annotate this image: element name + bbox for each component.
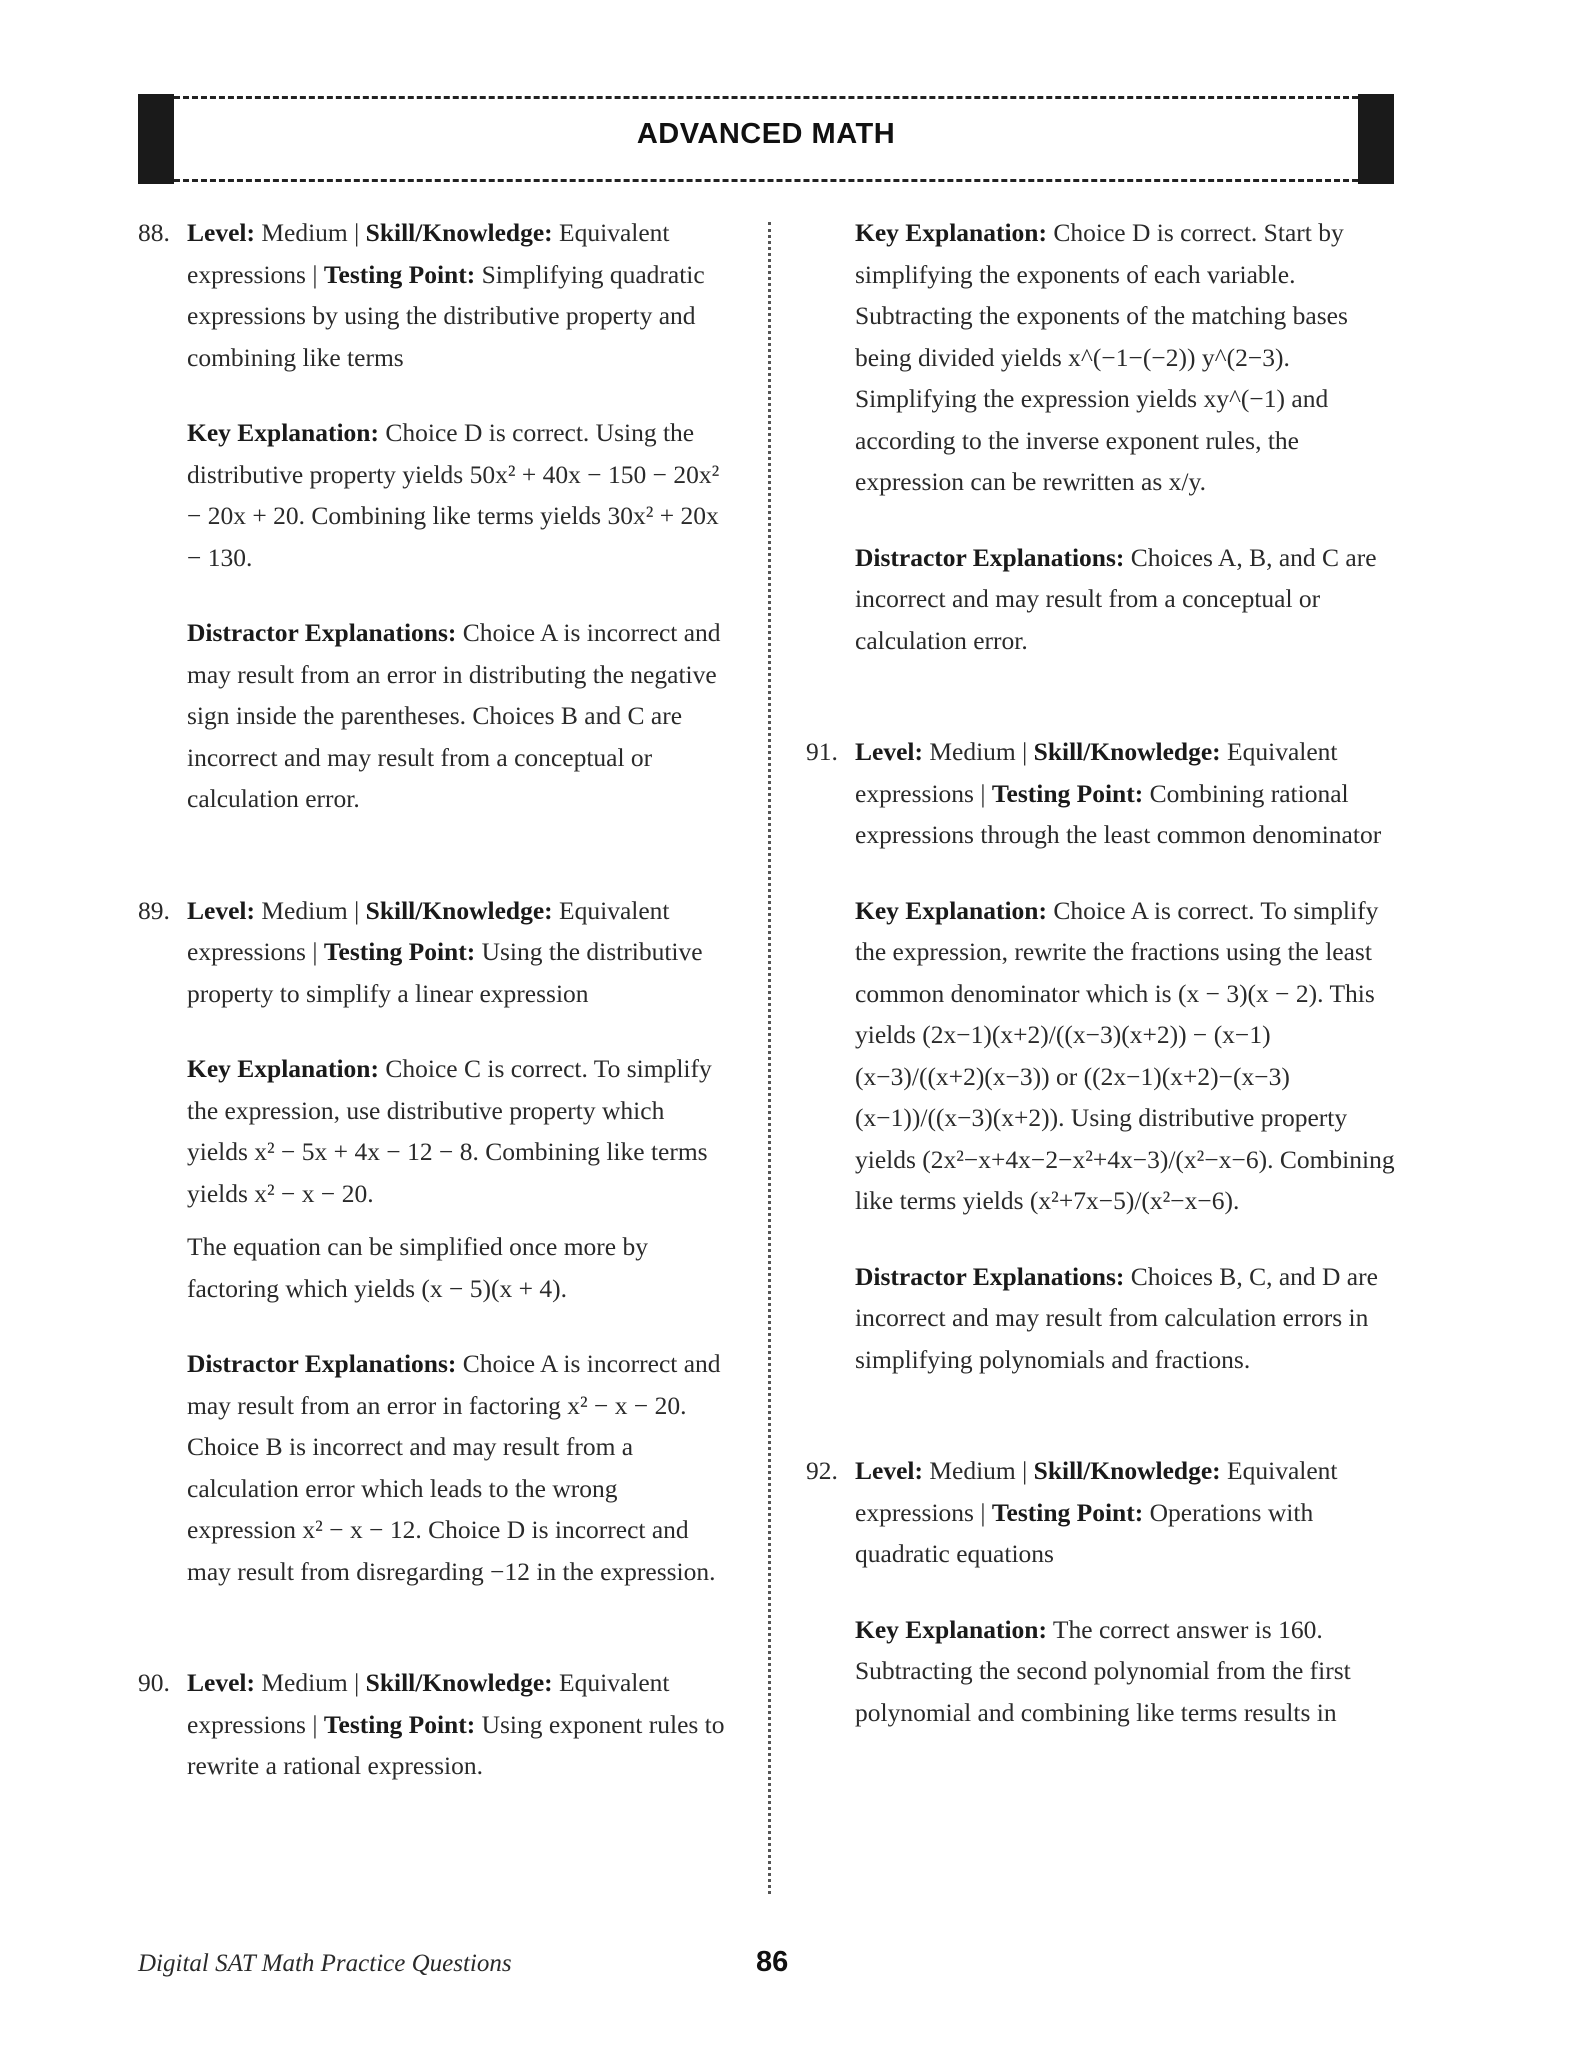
question-88 <box>138 212 728 820</box>
question-number: 91. <box>806 737 838 766</box>
distractor-explanation: Distractor Explanations: Choice A is incorrect and may result from an error in factoring x² − x − 20. Choice B is incorrect and may result from a calculation error which leads to the wrong expression x² − x − 12. Choice D is incorrect and may result from disregarding −12 in the expression. <box>187 1349 721 1586</box>
page-number: 86 <box>756 1946 789 1978</box>
question-meta: Level: Medium | Skill/Knowledge: Equivalent expressions | Testing Point: Operations with quadratic equations <box>855 1456 1338 1568</box>
key-explanation: Key Explanation: Choice A is correct. To simplify the expression, rewrite the fractions using the least common denominator which is (x − 3)(x − 2). This yields (2x−1)(x+2)/((x−3)(x+2)) − (x−1)(x−3)/((x+2)(x−3)) or ((2x−1)(x+2)−(x−3)(x−1))/((x−3)(x+2)). Using distributive property yields (2x²−x+4x−2−x²+4x−3)/(x²−x−6). Combining like terms yields (x²+7x−5)/(x²−x−6). <box>855 895 1395 1215</box>
left-column <box>138 212 728 1787</box>
question-meta: Level: Medium | Skill/Knowledge: Equivalent expressions | Testing Point: Using the distributive property to simplify a linear expression <box>187 895 703 1008</box>
question-92 <box>806 1450 1396 1733</box>
header-dashed-line-bottom <box>174 179 1358 182</box>
question-meta: Level: Medium | Skill/Knowledge: Equivalent expressions | Testing Point: Simplifying quadratic expressions by using the distributive property and combining like terms <box>187 218 705 372</box>
distractor-explanation: Distractor Explanations: Choice A is incorrect and may result from an error in distributing the negative sign inside the parentheses. Choices B and C are incorrect and may result from a conceptual or calculation error. <box>187 618 721 813</box>
key-explanation: Key Explanation: Choice D is correct. Start by simplifying the exponents of each variable. Subtracting the exponents of the matching bases being divided yields x^(−1−(−2)) y^(2−3). Simplifying the expression yields xy^(−1) and according to the inverse exponent rules, the expression can be rewritten as x/y. <box>855 218 1348 496</box>
column-divider <box>768 222 771 1894</box>
question-90-continued <box>806 212 1396 661</box>
header-dashed-line-top <box>174 96 1358 99</box>
distractor-explanation: Distractor Explanations: Choices A, B, and C are incorrect and may result from a conceptual or calculation error. <box>855 542 1377 655</box>
footer-book-title: Digital SAT Math Practice Questions <box>138 1950 512 1977</box>
question-number: 92. <box>806 1456 838 1485</box>
question-meta: Level: Medium | Skill/Knowledge: Equivalent expressions | Testing Point: Using exponent rules to rewrite a rational expression. <box>187 1668 725 1780</box>
key-explanation: Key Explanation: Choice C is correct. To simplify the expression, use distributive property which yields x² − 5x + 4x − 12 − 8. Combining like terms yields x² − x − 20. <box>187 1054 712 1208</box>
right-column <box>806 212 1396 1733</box>
section-header <box>138 94 1394 184</box>
question-90 <box>138 1662 728 1787</box>
distractor-explanation: Distractor Explanations: Choices B, C, and D are incorrect and may result from calculation errors in simplifying polynomials and fractions. <box>855 1261 1378 1374</box>
question-number: 90. <box>138 1668 170 1697</box>
key-explanation-extra: The equation can be simplified once more by factoring which yields (x − 5)(x + 4). <box>187 1232 648 1303</box>
section-title: ADVANCED MATH <box>636 118 896 150</box>
question-89 <box>138 890 728 1593</box>
question-meta: Level: Medium | Skill/Knowledge: Equivalent expressions | Testing Point: Combining rational expressions through the least common denominator <box>855 737 1382 849</box>
question-91 <box>806 731 1396 1380</box>
question-number: 89. <box>138 895 170 925</box>
key-explanation: Key Explanation: Choice D is correct. Using the distributive property yields 50x² + 40x − 150 − 20x² − 20x + 20. Combining like terms yields 30x² + 20x − 130. <box>187 418 720 572</box>
question-number: 88. <box>138 218 170 247</box>
header-right-block <box>1358 94 1394 184</box>
key-explanation: Key Explanation: The correct answer is 160. Subtracting the second polynomial from the first polynomial and combining like terms results in <box>855 1614 1351 1727</box>
